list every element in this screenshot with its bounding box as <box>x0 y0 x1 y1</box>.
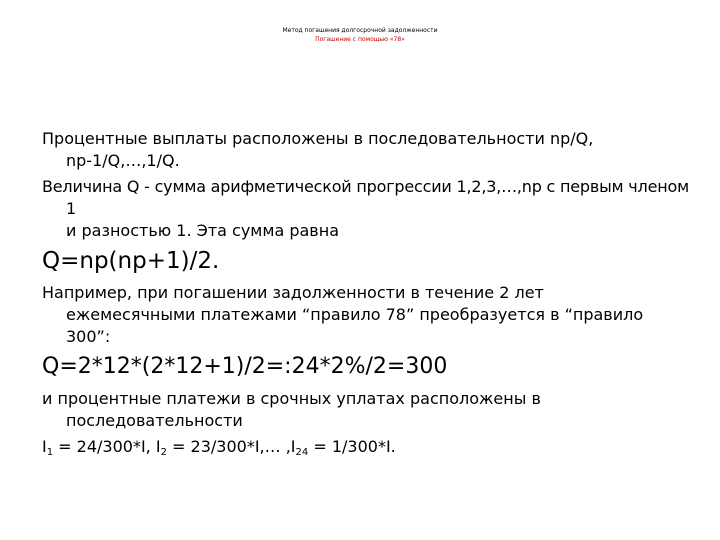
formula-example: Q=2*12*(2*12+1)/2=:24*2%/2=300 <box>42 354 448 379</box>
slide-body <box>42 128 702 468</box>
slide-subtitle: Погашение с помощью «78» <box>315 36 405 43</box>
paragraph-line: Величина Q - сумма арифметической прогрессии 1,2,3,…,np с первым членом 1 <box>42 177 689 218</box>
paragraph-line: Например, при погашении задолженности в течение 2 лет <box>42 283 544 302</box>
slide-title: Метод погашения долгосрочной задолженности <box>282 27 438 34</box>
paragraph-example <box>42 282 702 348</box>
paragraph-line: и процентные платежи в срочных уплатах расположены в <box>42 389 541 408</box>
paragraph-line: np-1/Q,…,1/Q. <box>66 151 180 170</box>
paragraph-line: и разностью 1. Эта сумма равна <box>66 221 339 240</box>
paragraph-line: ежемесячными платежами “правило 78” преобразуется в “правило <box>66 305 644 324</box>
paragraph-q-definition <box>42 176 702 242</box>
paragraph-line: 300”: <box>66 327 111 346</box>
slide-header <box>0 26 720 44</box>
paragraph-payments-sequence <box>42 128 702 172</box>
formula-interest-sequence: $I_1 = 24/300*I$, $I_2$ = 23/300*I,… $,I_{24} = 1/300*I$. <box>42 437 396 458</box>
formula-q: Q=np(np+1)/2. <box>42 248 220 274</box>
paragraph-line: последовательности <box>66 411 243 430</box>
paragraph-interest-payments <box>42 388 702 432</box>
paragraph-line: Процентные выплаты расположены в последовательности np/Q, <box>42 129 594 148</box>
